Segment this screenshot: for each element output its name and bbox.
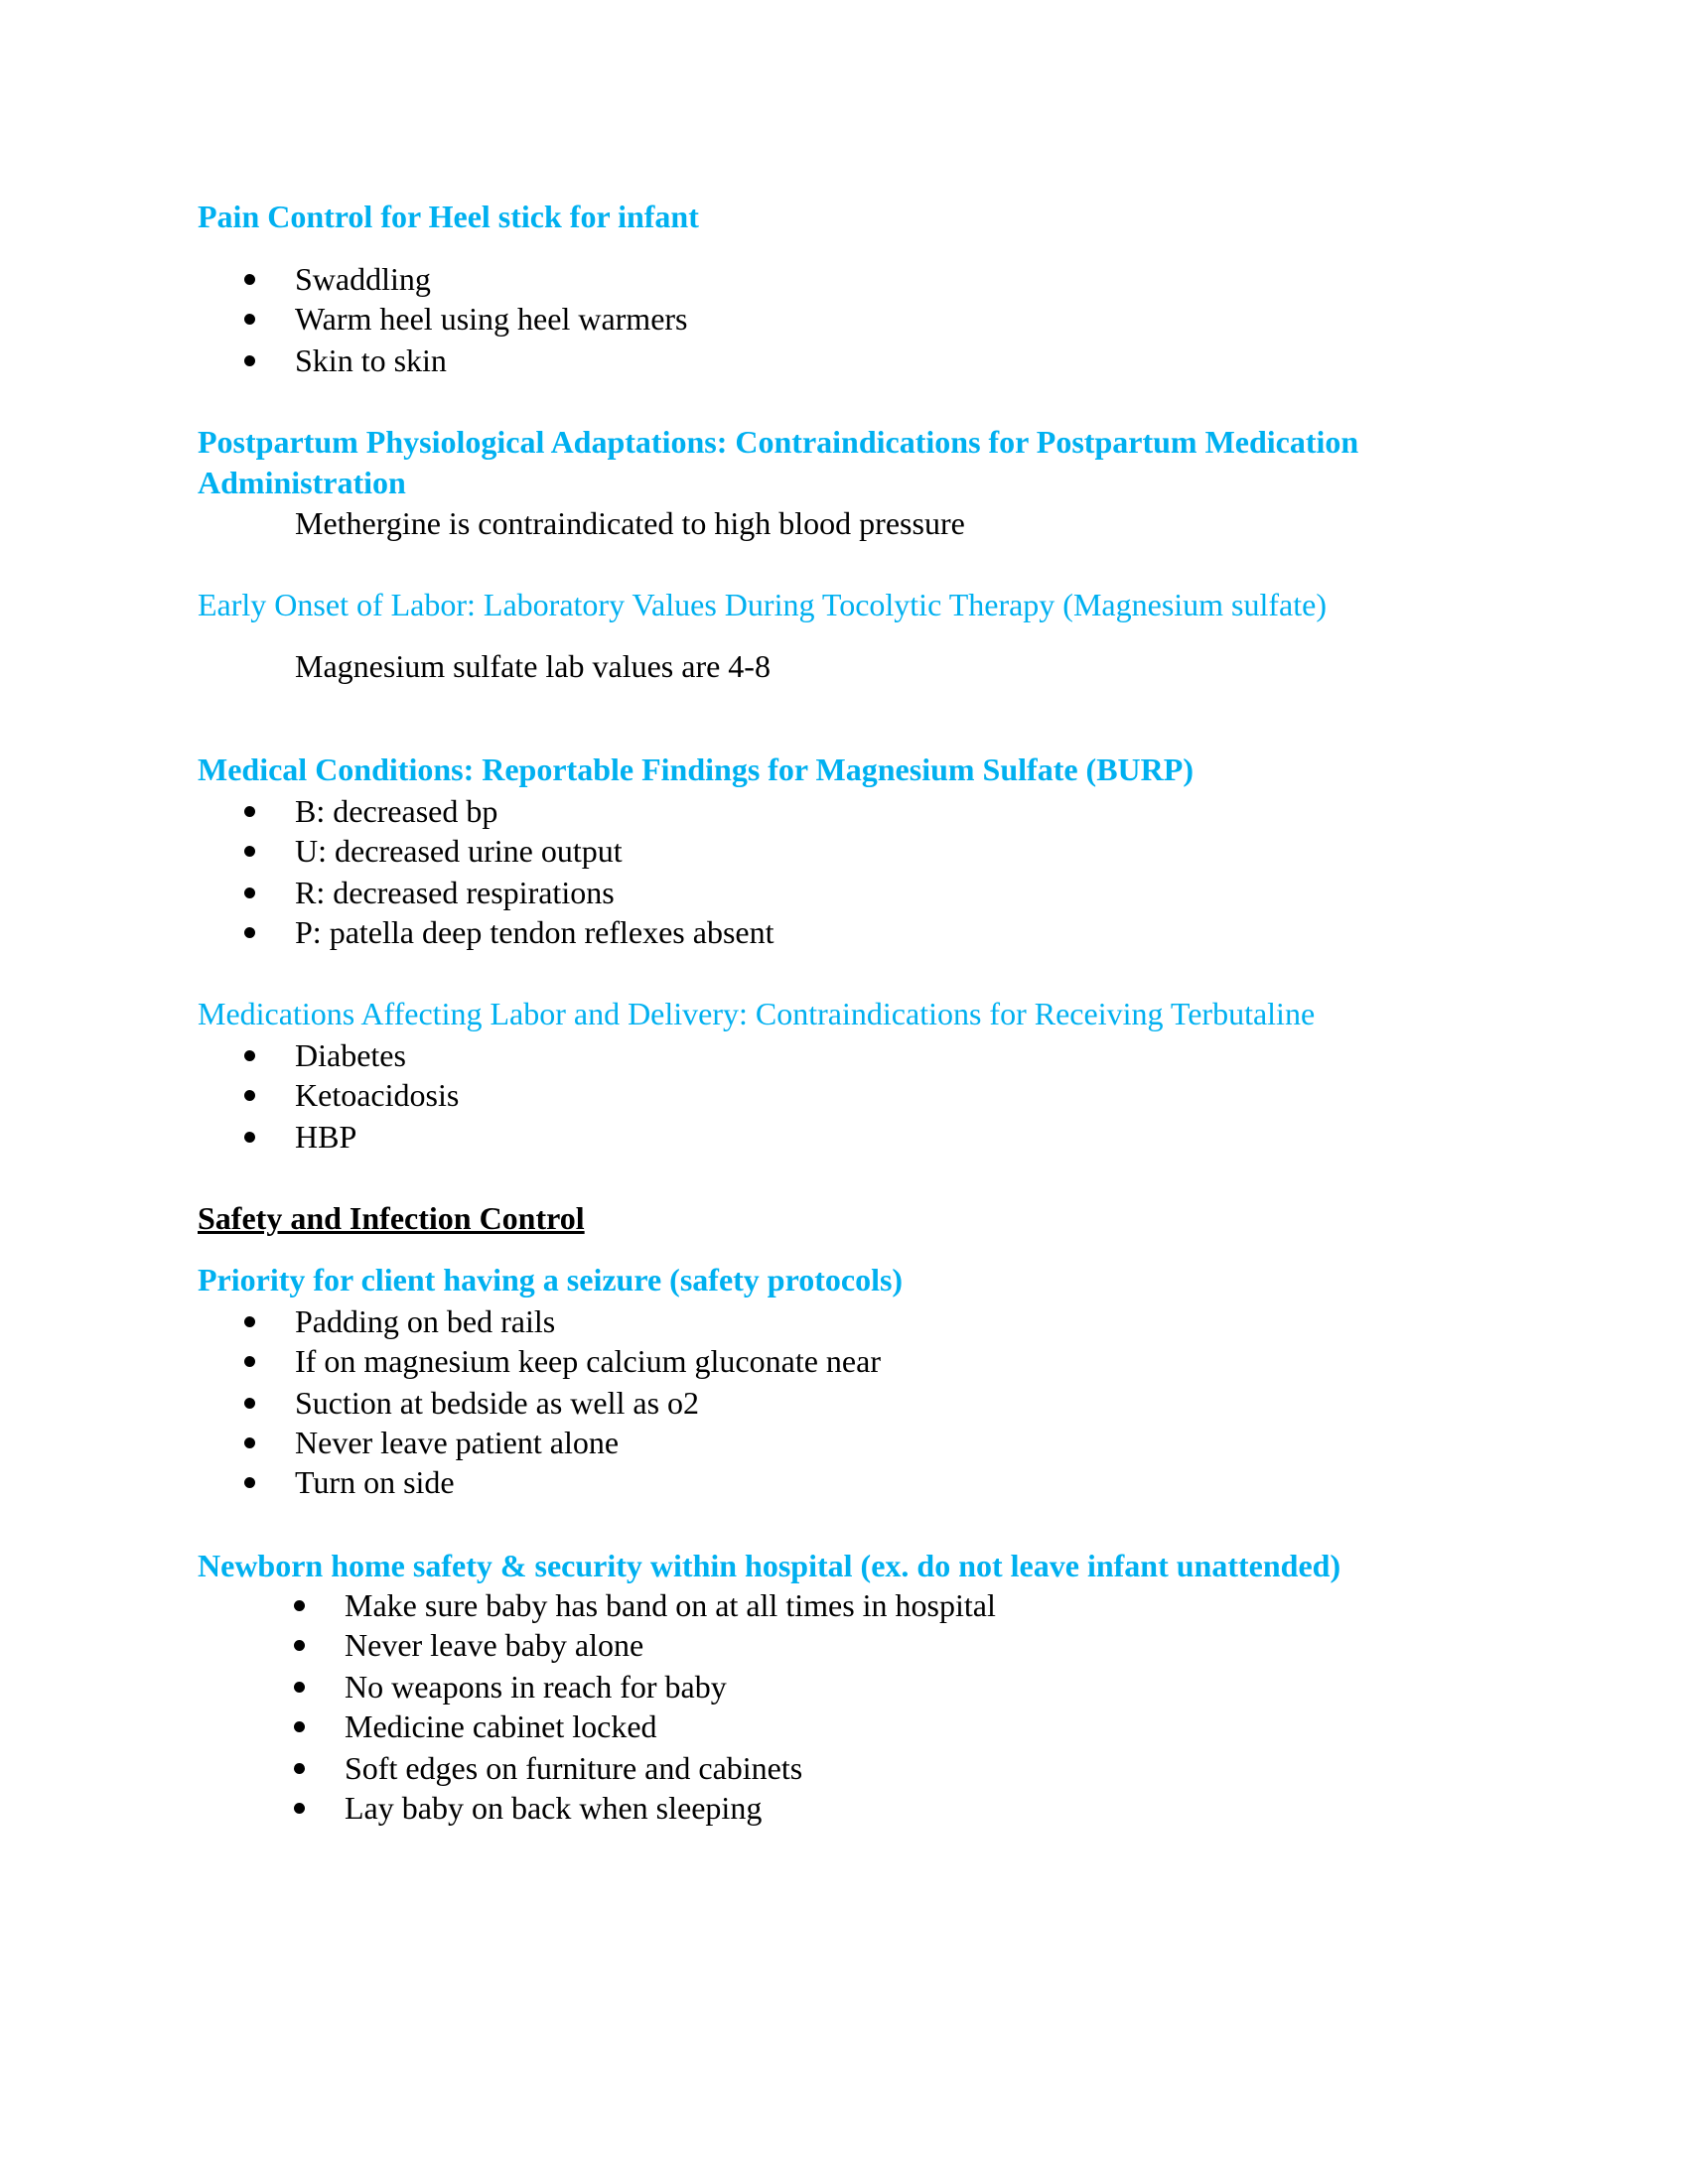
bullet-icon bbox=[294, 1600, 305, 1611]
section-heading-continued: Administration bbox=[198, 465, 406, 500]
bullet-icon bbox=[244, 355, 255, 366]
bullet-icon bbox=[244, 806, 255, 817]
section-heading: Pain Control for Heel stick for infant bbox=[198, 199, 699, 234]
bullet-icon bbox=[244, 887, 255, 898]
list-item-text: Skin to skin bbox=[295, 342, 447, 378]
bullet-icon bbox=[244, 1437, 255, 1448]
list-item-text: U: decreased urine output bbox=[295, 833, 623, 869]
bullet-icon bbox=[244, 1050, 255, 1061]
list-item-text: R: decreased respirations bbox=[295, 875, 615, 910]
bullet-icon bbox=[244, 1132, 255, 1143]
bullet-icon bbox=[244, 274, 255, 285]
bullet-icon bbox=[294, 1763, 305, 1774]
list-item-text: Ketoacidosis bbox=[295, 1077, 460, 1113]
list-item-text: Swaddling bbox=[295, 261, 431, 297]
bullet-icon bbox=[244, 1356, 255, 1367]
bullet-icon bbox=[244, 846, 255, 857]
section-heading: Early Onset of Labor: Laboratory Values During Tocolytic Therapy (Magnesium sulfate) bbox=[198, 587, 1327, 622]
list-item-text: Medicine cabinet locked bbox=[345, 1708, 657, 1744]
list-item-text: Make sure baby has band on at all times in hospital bbox=[345, 1587, 996, 1623]
list-item-text: Soft edges on furniture and cabinets bbox=[345, 1750, 803, 1786]
bullet-icon bbox=[294, 1682, 305, 1693]
bullet-icon bbox=[294, 1803, 305, 1814]
list-item-text: HBP bbox=[295, 1119, 357, 1155]
bullet-icon bbox=[294, 1640, 305, 1651]
list-item-text: No weapons in reach for baby bbox=[345, 1669, 727, 1705]
list-item-text: Never leave baby alone bbox=[345, 1627, 644, 1663]
list-item-text: Never leave patient alone bbox=[295, 1425, 620, 1460]
section-heading: Postpartum Physiological Adaptations: Contraindications for Postpartum Medication bbox=[198, 424, 1359, 460]
list-item-text: P: patella deep tendon reflexes absent bbox=[295, 914, 774, 950]
body-text: Methergine is contraindicated to high blood pressure bbox=[295, 505, 965, 541]
section-heading: Medications Affecting Labor and Delivery: Contraindications for Receiving Terbutaline bbox=[198, 996, 1316, 1031]
bullet-icon bbox=[244, 1090, 255, 1101]
section-heading: Medical Conditions: Reportable Findings for Magnesium Sulfate (BURP) bbox=[198, 751, 1194, 787]
section-heading: Newborn home safety & security within hospital (ex. do not leave infant unattended) bbox=[198, 1548, 1341, 1583]
bullet-icon bbox=[244, 927, 255, 938]
list-item-text: Turn on side bbox=[295, 1464, 455, 1500]
list-item-text: Padding on bed rails bbox=[295, 1303, 556, 1339]
list-item-text: B: decreased bp bbox=[295, 793, 498, 829]
list-item-text: Diabetes bbox=[295, 1037, 406, 1073]
section-heading: Priority for client having a seizure (safety protocols) bbox=[198, 1262, 904, 1297]
bullet-icon bbox=[294, 1721, 305, 1732]
bullet-icon bbox=[244, 1398, 255, 1409]
list-item-text: Lay baby on back when sleeping bbox=[345, 1790, 763, 1826]
bullet-icon bbox=[244, 1477, 255, 1488]
list-item-text: Warm heel using heel warmers bbox=[295, 301, 688, 337]
bullet-icon bbox=[244, 1316, 255, 1327]
list-item-text: Suction at bedside as well as o2 bbox=[295, 1385, 700, 1421]
bullet-icon bbox=[244, 314, 255, 325]
list-item-text: If on magnesium keep calcium gluconate near bbox=[295, 1343, 881, 1379]
body-text: Magnesium sulfate lab values are 4-8 bbox=[295, 648, 771, 684]
category-heading: Safety and Infection Control bbox=[198, 1200, 585, 1236]
